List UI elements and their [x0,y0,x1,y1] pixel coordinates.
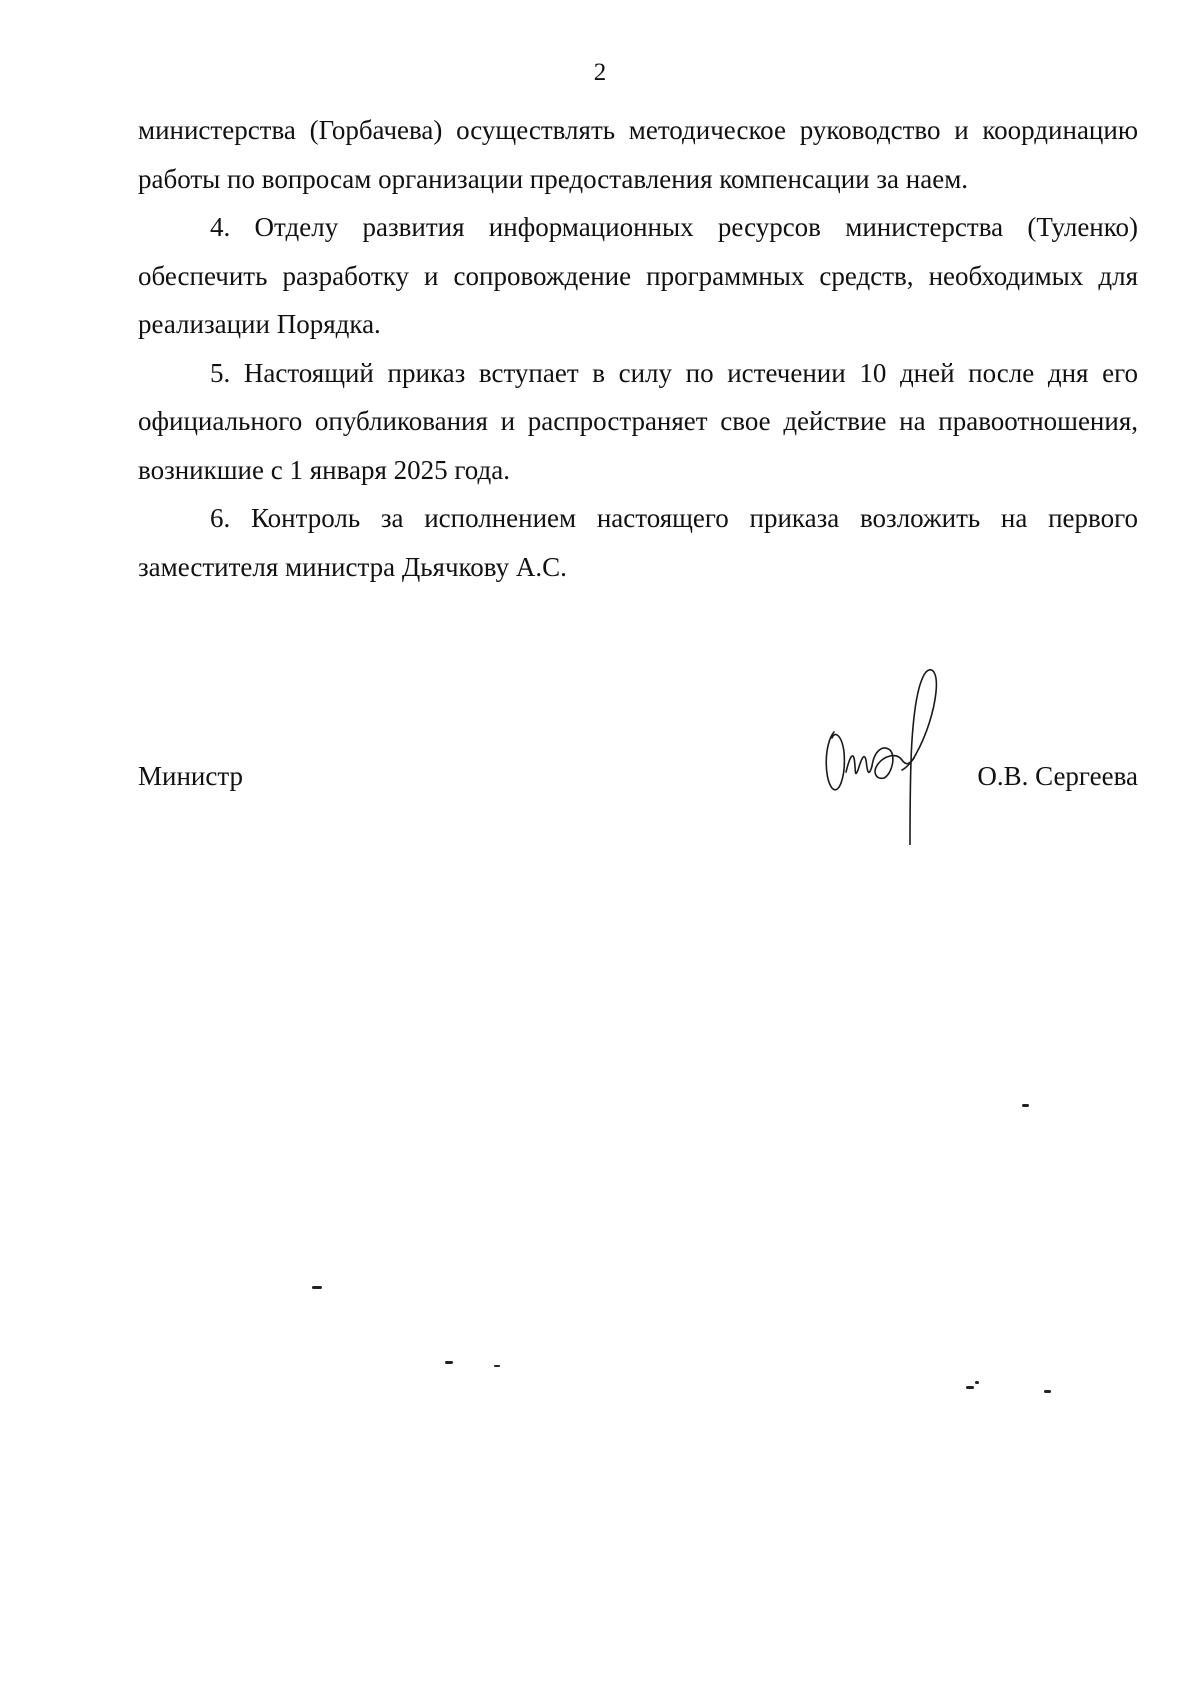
handwritten-signature [820,660,960,845]
page-number: 2 [593,59,607,86]
scan-speck [312,1286,322,1289]
paragraph-item-5: 5. Настоящий приказ вступает в силу по истечении 10 дней после дня его официального опубликования и распространяет свое действие на правоотношения, возникшие с 1 января 2025 года. [138,357,1138,485]
scan-speck [966,1386,974,1389]
scan-speck [1044,1390,1051,1393]
scan-speck [1022,1104,1029,1107]
signer-position: Министр [138,761,243,791]
scan-speck [975,1381,979,1384]
paragraph-item-6: 6. Контроль за исполнением настоящего приказа возложить на первого заместителя министра Дьячкову А.С. [138,503,1138,582]
scan-speck [494,1365,500,1367]
paragraph-item-4: 4. Отделу развития информационных ресурсов министерства (Туленко) обеспечить разработку и сопровождение программных средств, необходимых для реализации Порядка. [138,212,1138,339]
document-body [138,106,1138,591]
paragraph-continuation: министерства (Горбачева) осуществлять методическое руководство и координацию работы по вопросам организации предоставления компенсации за наем. [138,115,1138,194]
scan-speck [445,1361,453,1364]
signer-name: О.В. Сергеева [977,761,1138,791]
signature-block [138,756,1138,796]
